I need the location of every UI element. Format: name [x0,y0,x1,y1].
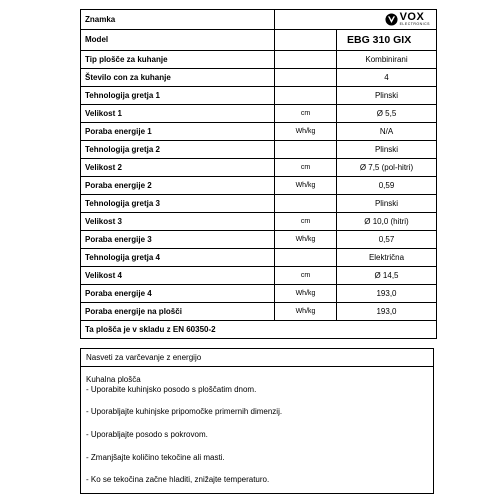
spec-label: Tehnologija gretja 2 [81,141,275,159]
tip-item: - Ko se tekočina začne hladiti, znižajte temperaturo. [86,475,270,484]
spec-label: Poraba energije na plošči [81,303,275,321]
vox-logo [385,12,430,27]
spec-row [81,285,437,303]
spec-unit: cm [275,159,337,177]
spec-value: Ø 14,5 [337,267,437,285]
tip-item: - Zmanjšajte količino tekočine ali masti. [86,453,225,462]
energy-tips-box [80,348,434,494]
brand-cell [275,10,437,30]
spec-label: Poraba energije 4 [81,285,275,303]
model-value: EBG 310 GIX [337,30,437,51]
spec-value: 193,0 [337,285,437,303]
spec-label: Poraba energije 3 [81,231,275,249]
spec-row-brand [81,10,437,30]
spec-label: Tip plošče za kuhanje [81,51,275,69]
vox-logo-tagline: ELECTRONICS [399,22,430,27]
spec-table [80,9,437,339]
spec-unit: cm [275,213,337,231]
spec-value: 4 [337,69,437,87]
spec-row-compliance [81,321,437,339]
spec-label: Velikost 2 [81,159,275,177]
spec-row [81,69,437,87]
spec-value: Ø 5,5 [337,105,437,123]
spec-row [81,303,437,321]
spec-label: Tehnologija gretja 4 [81,249,275,267]
spec-label: Poraba energije 2 [81,177,275,195]
spec-row [81,159,437,177]
spec-unit: cm [275,267,337,285]
spec-row [81,123,437,141]
spec-label: Velikost 3 [81,213,275,231]
spec-unit [275,195,337,213]
spec-row [81,105,437,123]
tip-item: - Uporabite kuhinjsko posodo s ploščatim dnom. [86,385,257,394]
spec-label: Tehnologija gretja 1 [81,87,275,105]
spec-label: Model [81,30,275,51]
spec-row [81,249,437,267]
spec-value: N/A [337,123,437,141]
spec-row [81,213,437,231]
spec-unit [275,30,337,51]
spec-row [81,177,437,195]
spec-unit [275,249,337,267]
spec-value: Kombinirani [337,51,437,69]
tip-item: - Uporabljajte kuhinjske pripomočke primernih dimenzij. [86,407,283,416]
spec-value: 0,57 [337,231,437,249]
spec-unit: Wh/kg [275,303,337,321]
spec-unit: Wh/kg [275,285,337,303]
spec-row [81,195,437,213]
spec-value: 193,0 [337,303,437,321]
spec-value: Plinski [337,141,437,159]
spec-label: Znamka [81,10,275,30]
spec-label: Število con za kuhanje [81,69,275,87]
spec-value: Ø 7,5 (pol-hitri) [337,159,437,177]
spec-value: Plinski [337,195,437,213]
spec-value: 0,59 [337,177,437,195]
energy-tips-title: Nasveti za varčevanje z energijo [86,353,202,362]
spec-unit [275,69,337,87]
spec-unit: cm [275,105,337,123]
spec-label: Velikost 1 [81,105,275,123]
spec-unit: Wh/kg [275,123,337,141]
spec-value: Ø 10,0 (hitri) [337,213,437,231]
tip-item: - Uporabljajte posodo s pokrovom. [86,430,208,439]
spec-unit: Wh/kg [275,231,337,249]
spec-unit [275,51,337,69]
spec-row [81,267,437,285]
spec-unit [275,141,337,159]
spec-row [81,87,437,105]
compliance-note: Ta plošča je v skladu z EN 60350-2 [81,321,437,339]
spec-label: Tehnologija gretja 3 [81,195,275,213]
spec-label: Velikost 4 [81,267,275,285]
spec-row-model [81,30,437,51]
spec-unit: Wh/kg [275,177,337,195]
spec-unit [275,87,337,105]
vox-logo-icon [385,13,398,26]
energy-tips-divider [81,366,433,367]
spec-value: Električna [337,249,437,267]
spec-row [81,51,437,69]
spec-row [81,231,437,249]
tip-heading: Kuhalna plošča [86,375,141,384]
vox-logo-word: VOX [399,11,425,24]
spec-label: Poraba energije 1 [81,123,275,141]
spec-value: Plinski [337,87,437,105]
spec-row [81,141,437,159]
